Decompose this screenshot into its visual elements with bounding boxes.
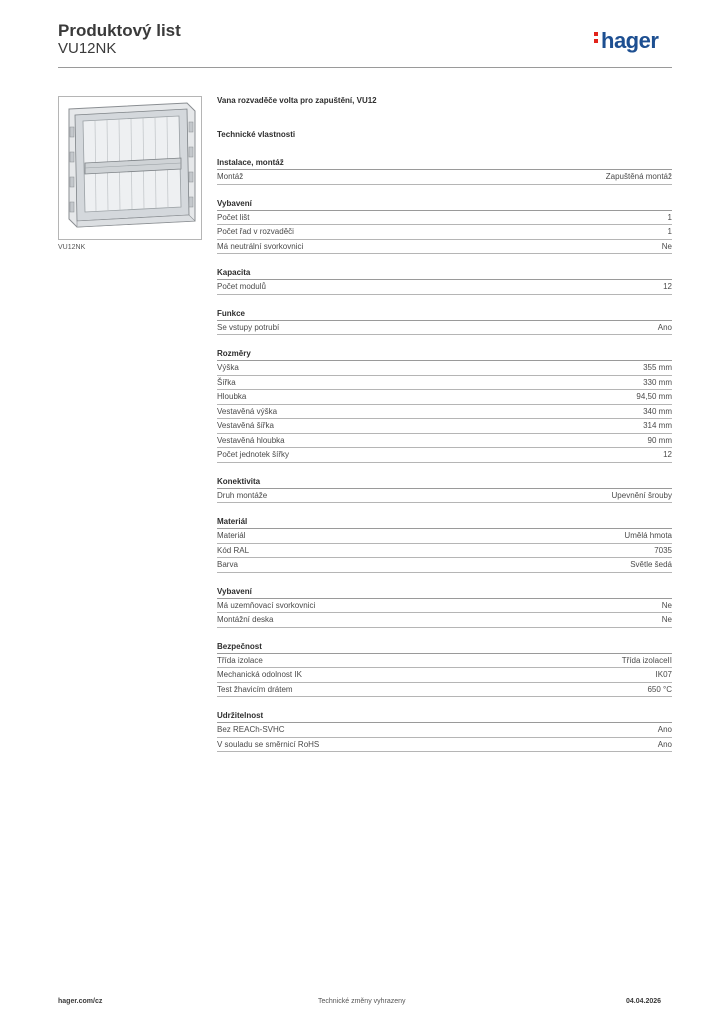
spec-group xyxy=(217,156,672,185)
spec-group xyxy=(217,709,672,752)
spec-label: Vestavěná šířka xyxy=(217,421,274,430)
spec-row xyxy=(217,434,672,449)
group-spacer xyxy=(217,697,672,709)
group-spacer xyxy=(217,185,672,197)
group-spacer xyxy=(217,503,672,515)
spec-label: Výška xyxy=(217,363,239,372)
spec-row xyxy=(217,668,672,683)
spec-row xyxy=(217,170,672,185)
spec-group xyxy=(217,197,672,255)
spec-row xyxy=(217,321,672,336)
spec-value: Ne xyxy=(661,241,672,251)
spec-group-title: Instalace, montáž xyxy=(217,156,672,170)
spec-label: Třída izolace xyxy=(217,655,263,665)
spec-group xyxy=(217,266,672,295)
spec-row xyxy=(217,419,672,434)
spec-value: Ne xyxy=(661,600,672,610)
spec-label: Se vstupy potrubí xyxy=(217,322,280,332)
spec-label: Kód RAL xyxy=(217,545,250,555)
spec-group-title: Vybavení xyxy=(217,197,672,211)
spec-value: 355 mm xyxy=(643,363,672,372)
spec-group-title: Kapacita xyxy=(217,266,672,280)
spec-row xyxy=(217,683,672,698)
spec-label: Montážní deska xyxy=(217,615,274,624)
spec-value: Upevnění šrouby xyxy=(611,490,672,500)
spec-label: Druh montáže xyxy=(217,490,268,500)
enclosure-illustration xyxy=(59,97,201,239)
spec-row xyxy=(217,405,672,420)
spec-value: 90 mm xyxy=(647,435,672,445)
group-spacer xyxy=(217,573,672,585)
group-spacer xyxy=(217,628,672,640)
spec-value: 330 mm xyxy=(643,377,672,387)
spec-value: IK07 xyxy=(655,670,672,679)
spec-row xyxy=(217,448,672,463)
spec-row xyxy=(217,390,672,405)
spec-row xyxy=(217,361,672,376)
spec-label: Montáž xyxy=(217,172,244,181)
spec-value: Ne xyxy=(661,615,672,624)
spec-label: Vestavěná výška xyxy=(217,406,278,416)
image-caption: VU12NK xyxy=(58,244,86,251)
product-code: VU12NK xyxy=(58,40,117,57)
spec-value: Zapuštěná montáž xyxy=(605,172,672,181)
spec-label: Má neutrální svorkovnici xyxy=(217,241,304,251)
spec-row xyxy=(217,654,672,669)
spec-group xyxy=(217,515,672,573)
spec-value: 650 °C xyxy=(647,684,672,694)
footer-note: Technické změny vyhrazeny xyxy=(318,998,406,1005)
spec-row xyxy=(217,489,672,504)
spec-group xyxy=(217,640,672,698)
spec-row xyxy=(217,613,672,628)
technical-properties-title: Technické vlastnosti xyxy=(217,130,296,139)
spec-row xyxy=(217,544,672,559)
spec-label: V souladu se směrnicí RoHS xyxy=(217,739,320,749)
spec-group-title: Udržitelnost xyxy=(217,709,672,723)
spec-group-title: Materiál xyxy=(217,515,672,529)
spec-label: Šířka xyxy=(217,377,236,387)
spec-label: Hloubka xyxy=(217,392,247,401)
spec-group-title: Funkce xyxy=(217,307,672,321)
spec-value: 12 xyxy=(663,282,672,291)
spec-value: 340 mm xyxy=(643,406,672,416)
logo-text: hager xyxy=(601,28,659,53)
footer-website: hager.com/cz xyxy=(58,998,103,1005)
group-spacer xyxy=(217,295,672,307)
spec-value: 12 xyxy=(663,450,672,459)
spec-group xyxy=(217,347,672,463)
logo-dots-icon xyxy=(594,32,599,46)
spec-groups xyxy=(217,156,672,752)
spec-value: 94,50 mm xyxy=(636,392,672,401)
spec-row xyxy=(217,225,672,240)
spec-value: Ano xyxy=(657,322,672,332)
spec-group xyxy=(217,585,672,628)
spec-value: 1 xyxy=(667,212,672,222)
spec-value: Třída izolaceII xyxy=(621,655,672,665)
spec-row xyxy=(217,723,672,738)
spec-group-title: Vybavení xyxy=(217,585,672,599)
spec-group xyxy=(217,307,672,336)
spec-row xyxy=(217,738,672,753)
spec-label: Vestavěná hloubka xyxy=(217,435,285,445)
spec-row xyxy=(217,280,672,295)
spec-value: Ano xyxy=(657,725,672,734)
product-description: Vana rozvaděče volta pro zapuštění, VU12 xyxy=(217,96,377,105)
hager-logo xyxy=(594,28,658,54)
spec-label: Počet řad v rozvaděči xyxy=(217,227,294,236)
group-spacer xyxy=(217,335,672,347)
spec-label: Barva xyxy=(217,560,238,569)
spec-label: Počet modulů xyxy=(217,282,266,291)
footer-date: 04.04.2026 xyxy=(626,998,662,1005)
spec-row xyxy=(217,211,672,226)
spec-group-title: Bezpečnost xyxy=(217,640,672,654)
spec-row xyxy=(217,376,672,391)
spec-value: 314 mm xyxy=(643,421,672,430)
spec-label: Bez REACh-SVHC xyxy=(217,725,285,734)
header-divider xyxy=(58,67,672,68)
spec-label: Počet lišt xyxy=(217,212,250,222)
spec-label: Materiál xyxy=(217,531,246,540)
spec-value: Umělá hmota xyxy=(624,531,672,540)
spec-value: Světle šedá xyxy=(630,560,672,569)
product-image xyxy=(58,96,202,240)
spec-label: Počet jednotek šířky xyxy=(217,450,290,459)
spec-group-title: Rozměry xyxy=(217,347,672,361)
group-spacer xyxy=(217,463,672,475)
spec-label: Mechanická odolnost IK xyxy=(217,670,302,679)
spec-label: Test žhavicím drátem xyxy=(217,684,293,694)
spec-row xyxy=(217,558,672,573)
spec-label: Má uzemňovací svorkovnici xyxy=(217,600,316,610)
group-spacer xyxy=(217,254,672,266)
spec-value: 7035 xyxy=(654,545,672,555)
spec-row xyxy=(217,240,672,255)
spec-value: 1 xyxy=(667,227,672,236)
page-title: Produktový list xyxy=(58,21,181,40)
spec-value: Ano xyxy=(657,739,672,749)
spec-group xyxy=(217,475,672,504)
spec-area xyxy=(217,96,672,752)
spec-row xyxy=(217,529,672,544)
spec-row xyxy=(217,599,672,614)
spec-group-title: Konektivita xyxy=(217,475,672,489)
